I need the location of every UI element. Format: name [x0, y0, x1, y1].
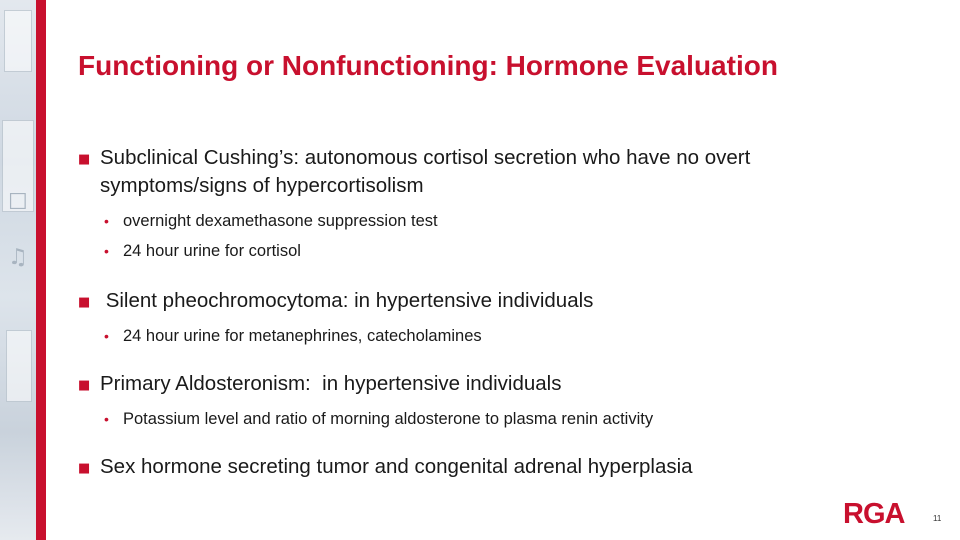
logo-text: RGA	[843, 498, 905, 527]
square-bullet-icon: ■	[78, 461, 91, 476]
bullet-text: Primary Aldosteronism: in hypertensive individuals	[100, 372, 562, 395]
rga-logo	[843, 497, 913, 527]
bullet-main	[78, 453, 878, 481]
sub-bullet-item	[78, 404, 878, 434]
bullet-main	[78, 287, 878, 315]
sub-bullet-text: Potassium level and ratio of morning aldosterone to plasma renin activity	[123, 410, 654, 428]
square-bullet-icon: ■	[78, 378, 91, 393]
dot-bullet-icon: •	[104, 411, 109, 427]
sub-bullet-item	[78, 236, 878, 266]
decorative-side-image: ☐ ♫	[0, 0, 36, 540]
dot-bullet-icon: •	[104, 213, 109, 229]
bullet-item-sex-hormone	[78, 453, 878, 481]
sub-bullet-text: overnight dexamethasone suppression test	[123, 212, 438, 230]
accent-bar	[36, 0, 46, 540]
bullet-item-cushings	[78, 144, 878, 266]
dot-bullet-icon: •	[104, 243, 109, 259]
bullet-list	[78, 144, 878, 481]
bullet-text: Sex hormone secreting tumor and congenital adrenal hyperplasia	[100, 455, 693, 478]
sub-bullet-list	[78, 206, 878, 266]
bullet-item-aldosteronism	[78, 370, 878, 434]
bullet-text: Silent pheochromocytoma: in hypertensive individuals	[100, 289, 594, 312]
dot-bullet-icon: •	[104, 328, 109, 344]
square-bullet-icon: ■	[78, 152, 91, 167]
bullet-main	[78, 370, 878, 398]
bullet-text: Subclinical Cushing’s: autonomous cortisol secretion who have no overt symptoms/signs of hypercortisolism	[100, 146, 751, 197]
sub-bullet-text: 24 hour urine for metanephrines, catecholamines	[123, 327, 482, 345]
sub-bullet-item	[78, 206, 878, 236]
sub-bullet-list	[78, 404, 878, 434]
sub-bullet-text: 24 hour urine for cortisol	[123, 242, 301, 260]
sub-bullet-item	[78, 321, 878, 351]
slide-title: Functioning or Nonfunctioning: Hormone Evaluation	[78, 50, 778, 81]
bullet-main	[78, 144, 878, 200]
sub-bullet-list	[78, 321, 878, 351]
square-bullet-icon: ■	[78, 295, 91, 310]
bullet-item-pheochromocytoma	[78, 287, 878, 351]
slide-number: 11	[933, 514, 942, 523]
